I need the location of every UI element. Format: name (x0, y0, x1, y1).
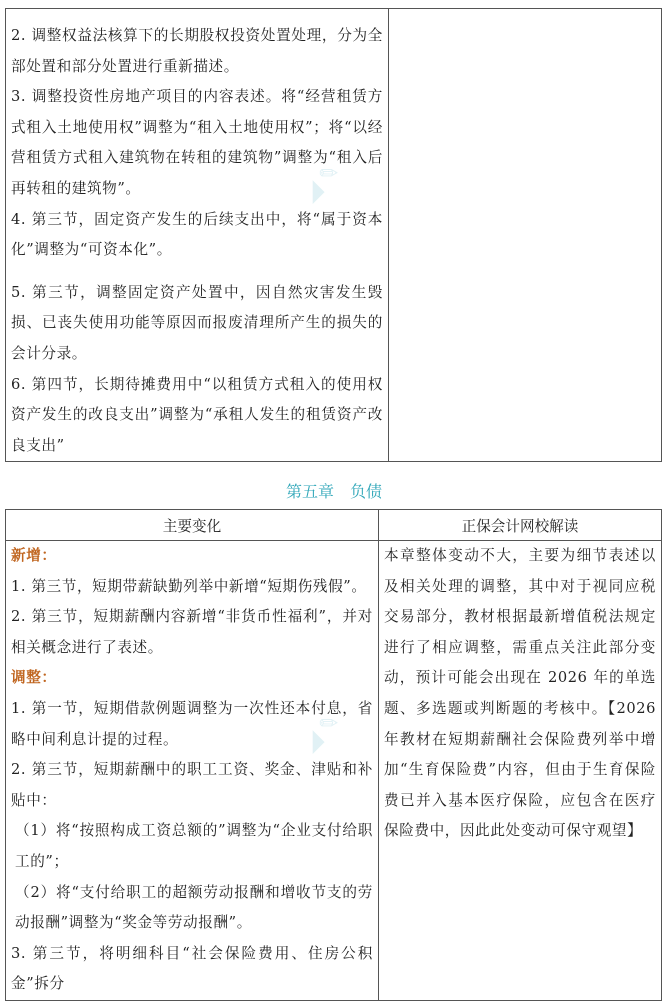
adjust-item: 2. 第三节，短期薪酬中的职工工资、奖金、津贴和补贴中： (11, 761, 373, 809)
added-item: 1. 第三节，短期带薪缺勤列举中新增“短期伤残假”。 (11, 577, 367, 595)
change-item: 3. 调整投资性房地产项目的内容表述。将“经营租赁方式租入土地使用权”调整为“租入土地使用权”；将“以经营租赁方式租入建筑物在转租的建筑物”调整为“租入后再转租的建筑物”。 (11, 88, 383, 197)
interpretation-text: 本章整体变动不大，主要为细节表述以及相关处理的调整，其中对于视同应税交易部分，教材根据最新增值税法规定进行了相应调整，需重点关注此部分变动，预计可能会出现在 2026 年的单选题、多选题或判断题的考核中。【2026 年教材在短期薪酬社会保险费列举中增加“生育保险费”内容，但由于生育保险费已并入基本医疗保险，应包含在医疗保险费中，因此此处变动可保守观望】 (384, 547, 656, 840)
header-main-changes: 主要变化 (6, 510, 379, 541)
change-item: 4. 第三节，固定资产发生的后续支出中，将“属于资本化”调整为“可资本化”。 (11, 210, 383, 259)
change-item: 6. 第四节，长期待摊费用中“以租赁方式租入的使用权资产发生的改良支出”调整为“承租人发生的租赁资产改良支出” (11, 375, 383, 454)
adjust-subitem: （1）将“按照构成工资总额的”调整为“企业支付给职工的”； (15, 822, 373, 870)
adjust-item: 1. 第一节，短期借款例题调整为一次性还本付息，省略中间利息计提的过程。 (11, 699, 373, 748)
adjust-item: 3. 第三节，将明细科目“社会保险费用、住房公积金”拆分 (11, 944, 373, 993)
chapter-five-table (5, 509, 662, 1001)
adjust-subitem: （2）将“支付给职工的超额劳动报酬和增收节支的劳动报酬”调整为“奖金等劳动报酬”。 (15, 883, 373, 932)
watermark-logo: ◢ ✎ (297, 708, 345, 757)
change-item: 5. 第三节，调整固定资产处置中，因自然灾害发生毁损、已丧失使用功能等原因而报废清理所产生的损失的会计分录。 (11, 283, 383, 362)
added-label: 新增： (11, 547, 57, 564)
previous-chapter-table (5, 8, 662, 462)
interpretation-cell (389, 9, 662, 462)
main-changes-cell (6, 9, 389, 462)
adjust-label: 调整： (11, 669, 57, 687)
chapter-title: 第五章 负债 (285, 482, 382, 501)
change-item: 2. 调整权益法核算下的长期股权投资处置处理，分为全部处置和部分处置进行重新描述。 (11, 27, 383, 75)
added-item: 2. 第三节，短期薪酬内容新增“非货币性福利”，并对相关概念进行了表述。 (11, 608, 373, 656)
header-interpretation: 正保会计网校解读 (379, 510, 662, 541)
watermark-logo: ◢ ✎ (297, 158, 345, 207)
interpretation-cell (379, 541, 662, 1001)
main-changes-cell (6, 541, 379, 1001)
